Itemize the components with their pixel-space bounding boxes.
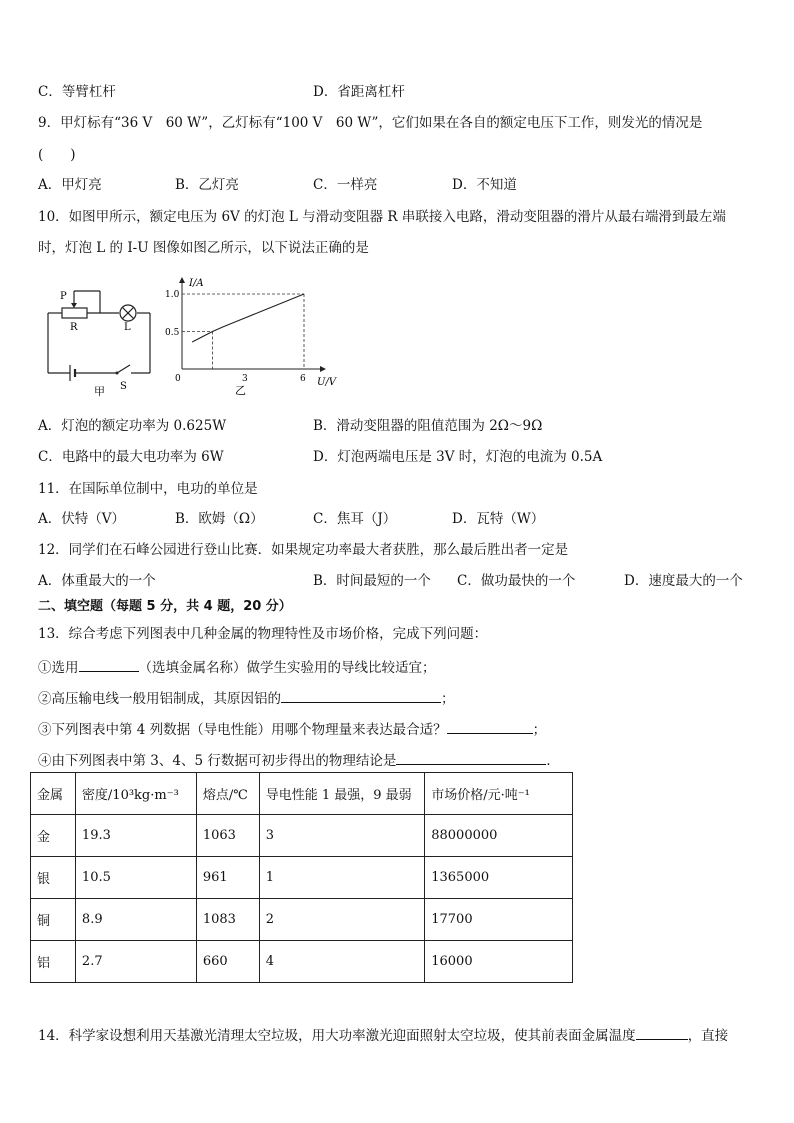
table-cell: 1 (259, 857, 425, 899)
table-header-row (31, 773, 573, 815)
q11-option-b: B．欧姆（Ω） (175, 511, 264, 527)
q13-sub1 (38, 657, 436, 677)
q13-sub1-text-a: ①选用 (38, 660, 79, 676)
q13-sub1-blank[interactable] (79, 657, 139, 672)
y-axis-label: I/A (189, 278, 204, 289)
y-tick-0-5: 0.5 (165, 328, 180, 338)
x-tick-0: 0 (175, 374, 181, 384)
q13-sub2-text-b: ； (441, 691, 455, 707)
q9-option-c: C．一样亮 (313, 177, 378, 193)
q13-sub4-text-a: ④由下列图表中第 3、4、5 行数据可初步得出的物理结论是 (38, 753, 397, 769)
metal-properties-table (30, 772, 573, 983)
circuit-diagram (40, 285, 160, 400)
x-tick-6: 6 (300, 374, 306, 384)
q10-option-b: B．滑动变阻器的阻值范围为 2Ω～9Ω (313, 418, 543, 434)
x-tick-3: 3 (242, 374, 248, 384)
q13-sub4-text-b: ． (546, 753, 560, 769)
table-row (31, 857, 573, 899)
q13-sub2-blank[interactable] (281, 688, 441, 703)
q13-sub4 (38, 750, 560, 770)
q14-blank[interactable] (636, 1025, 688, 1040)
q9-option-a: A．甲灯亮 (38, 177, 102, 193)
header-metal: 金属 (31, 773, 76, 815)
table-cell: 银 (31, 857, 76, 899)
q9-stem: 9．甲灯标有“36 V 60 W”，乙灯标有“100 V 60 W”，它们如果在各自的额定电压下工作，则发光的情况是 (38, 115, 703, 131)
table-cell: 铜 (31, 899, 76, 941)
table-cell: 2.7 (75, 941, 196, 983)
q12-option-b: B．时间最短的一个 (313, 573, 431, 589)
table-row (31, 899, 573, 941)
q12-option-d: D．速度最大的一个 (624, 573, 743, 589)
circuit-caption: 甲 (94, 385, 105, 398)
iu-graph (165, 272, 345, 397)
circuit-label-s: S (120, 381, 127, 392)
header-conductivity: 导电性能 1 最强，9 最弱 (259, 773, 425, 815)
q12-option-c: C．做功最快的一个 (457, 573, 576, 589)
q10-option-a: A．灯泡的额定功率为 0.625W (38, 418, 227, 434)
q11-option-d: D．瓦特（W） (452, 511, 545, 527)
table-cell: 8.9 (75, 899, 196, 941)
q8-option-d: D．省距离杠杆 (313, 84, 405, 100)
q13-sub3-blank[interactable] (447, 719, 533, 734)
q9-answer-paren: ( ) (38, 147, 76, 163)
q13-sub3-text-a: ③下列图表中第 4 列数据（导电性能）用哪个物理量来表达最合适？ (38, 722, 447, 738)
table-cell: 铝 (31, 941, 76, 983)
q11-option-a: A．伏特（V） (38, 511, 125, 527)
table-cell: 1063 (196, 815, 259, 857)
header-density: 密度/10³kg·m⁻³ (75, 773, 196, 815)
table-cell: 10.5 (75, 857, 196, 899)
q8-option-c: C．等臂杠杆 (38, 84, 116, 100)
q10-stem-line2: 时，灯泡 L 的 I-U 图像如图乙所示，以下说法正确的是 (38, 240, 369, 256)
table-cell: 961 (196, 857, 259, 899)
q13-stem: 13．综合考虑下列图表中几种金属的物理特性及市场价格，完成下列问题： (38, 626, 488, 642)
q14-stem (38, 1025, 728, 1045)
table-cell: 17700 (425, 899, 573, 941)
table-cell: 16000 (425, 941, 573, 983)
table-cell: 3 (259, 815, 425, 857)
table-cell: 88000000 (425, 815, 573, 857)
q13-sub3 (38, 719, 546, 739)
q12-option-a: A．体重最大的一个 (38, 573, 156, 589)
q13-sub3-text-b: ； (532, 722, 547, 738)
table-cell: 金 (31, 815, 76, 857)
q10-option-c: C．电路中的最大电功率为 6W (38, 449, 224, 465)
q11-stem: 11．在国际单位制中，电功的单位是 (38, 481, 258, 497)
q13-sub2 (38, 688, 455, 708)
q13-sub2-text-a: ②高压输电线一般用铝制成，其原因铝的 (38, 691, 281, 707)
q9-option-d: D．不知道 (452, 177, 517, 193)
graph-caption: 乙 (235, 384, 246, 397)
table-row (31, 815, 573, 857)
table-cell: 1083 (196, 899, 259, 941)
circuit-label-r: R (70, 322, 78, 333)
table-cell: 19.3 (75, 815, 196, 857)
header-market-price: 市场价格/元·吨⁻¹ (425, 773, 573, 815)
circuit-label-p: P (60, 291, 67, 302)
q10-stem-line1: 10．如图甲所示，额定电压为 6V 的灯泡 L 与滑动变阻器 R 串联接入电路，滑动变阻器的滑片从最右端滑到最左端 (38, 209, 726, 225)
circuit-label-l: L (124, 322, 131, 333)
q12-stem: 12．同学们在石峰公园进行登山比赛．如果规定功率最大者获胜，那么最后胜出者一定是 (38, 542, 569, 558)
section-heading: 二、填空题（每题 5 分，共 4 题，20 分） (38, 599, 292, 614)
q14-text-a: 14．科学家设想利用天基激光清理太空垃圾，用大功率激光迎面照射太空垃圾，使其前表面金属温度 (38, 1028, 636, 1044)
header-melting-point: 熔点/℃ (196, 773, 259, 815)
table-row (31, 941, 573, 983)
q13-sub1-text-b: （选填金属名称）做学生实验用的导线比较适宜； (138, 660, 436, 676)
table-cell: 2 (259, 899, 425, 941)
iu-curve (192, 294, 304, 342)
q10-option-d: D．灯泡两端电压是 3V 时，灯泡的电流为 0.5A (313, 449, 603, 465)
q14-text-b: ，直接 (687, 1028, 729, 1044)
y-tick-1-0: 1.0 (165, 290, 180, 300)
table-cell: 1365000 (425, 857, 573, 899)
q9-option-b: B．乙灯亮 (175, 177, 239, 193)
x-axis-label: U/V (317, 377, 337, 388)
q13-sub4-blank[interactable] (396, 750, 546, 765)
table-cell: 4 (259, 941, 425, 983)
q11-option-c: C．焦耳（J） (313, 511, 397, 527)
table-cell: 660 (196, 941, 259, 983)
